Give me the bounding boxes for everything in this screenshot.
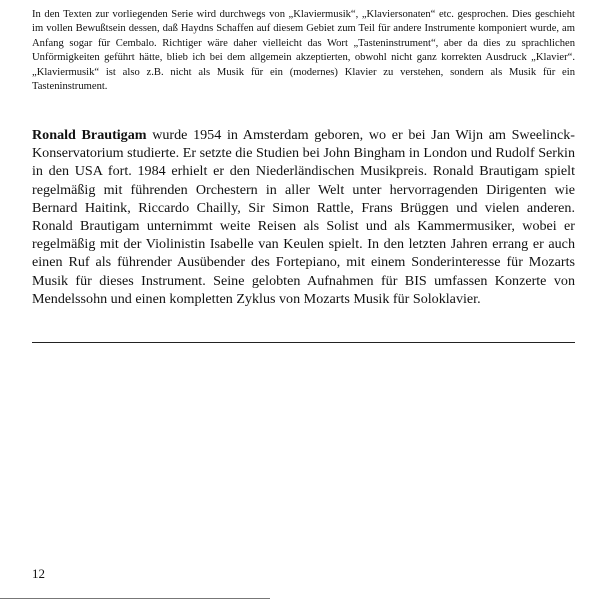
section-divider [32,342,575,343]
scan-edge-line [0,598,270,599]
artist-biography-paragraph [32,126,575,308]
artist-name: Ronald Brautigam [32,127,147,143]
page-number: 12 [32,566,45,581]
artist-biography-text: wurde 1954 in Amsterdam geboren, wo er bei Jan Wijn am Sweelinck-Konservatorium studierte. Er setzte die Studien bei John Bingham in London und Rudolf Serkin in den USA fort. 1984 erhielt er den Niederländischen Musikpreis. Ronald Brautigam spielt regelmäßig mit führenden Orchestern in aller Welt unter hervorragenden Dirigenten wie Bernard Haitink, Riccardo Chailly, Sir Simon Rattle, Frans Brüggen und vielen anderen. Ronald Brautigam unternimmt weite Reisen als Solist und als Kammermusiker, wobei er regelmäßig mit der Violinistin Isabelle van Keulen spielt. In den letzten Jahren errang er auch einen Ruf als führender Ausübender des Fortepiano, mit einem Sonderinteresse für Mozarts Musik für dieses Instrument. Seine gelobten Aufnahmen für BIS umfassen Konzerte von Mendelssohn und einen kompletten Zyklus von Mozarts Musik für Soloklavier. [32,127,575,307]
translator-note-paragraph: In den Texten zur vorliegenden Serie wird durchwegs von „Klaviermusik“, „Klaviersonaten“ etc. gesprochen. Dies geschieht im vollen Bewußtsein dessen, daß Haydns Schaffen auf diesem Gebiet zum Teil für andere Instrumente komponiert wurde, am Anfang sogar für Cembalo. Richtiger wäre daher vielleicht das Wort „Tasteninstrument“, aber da dies zu sprachlichen Unförmigkeiten geführt hätte, blieb ich bei dem allgemein akzeptierten, obwohl nicht ganz korrekten Ausdruck „Klavier“. „Klaviermusik“ ist also z.B. nicht als Musik für ein (modernes) Klavier zu verstehen, sondern als Musik für ein Tasteninstrument. [32,9,575,93]
